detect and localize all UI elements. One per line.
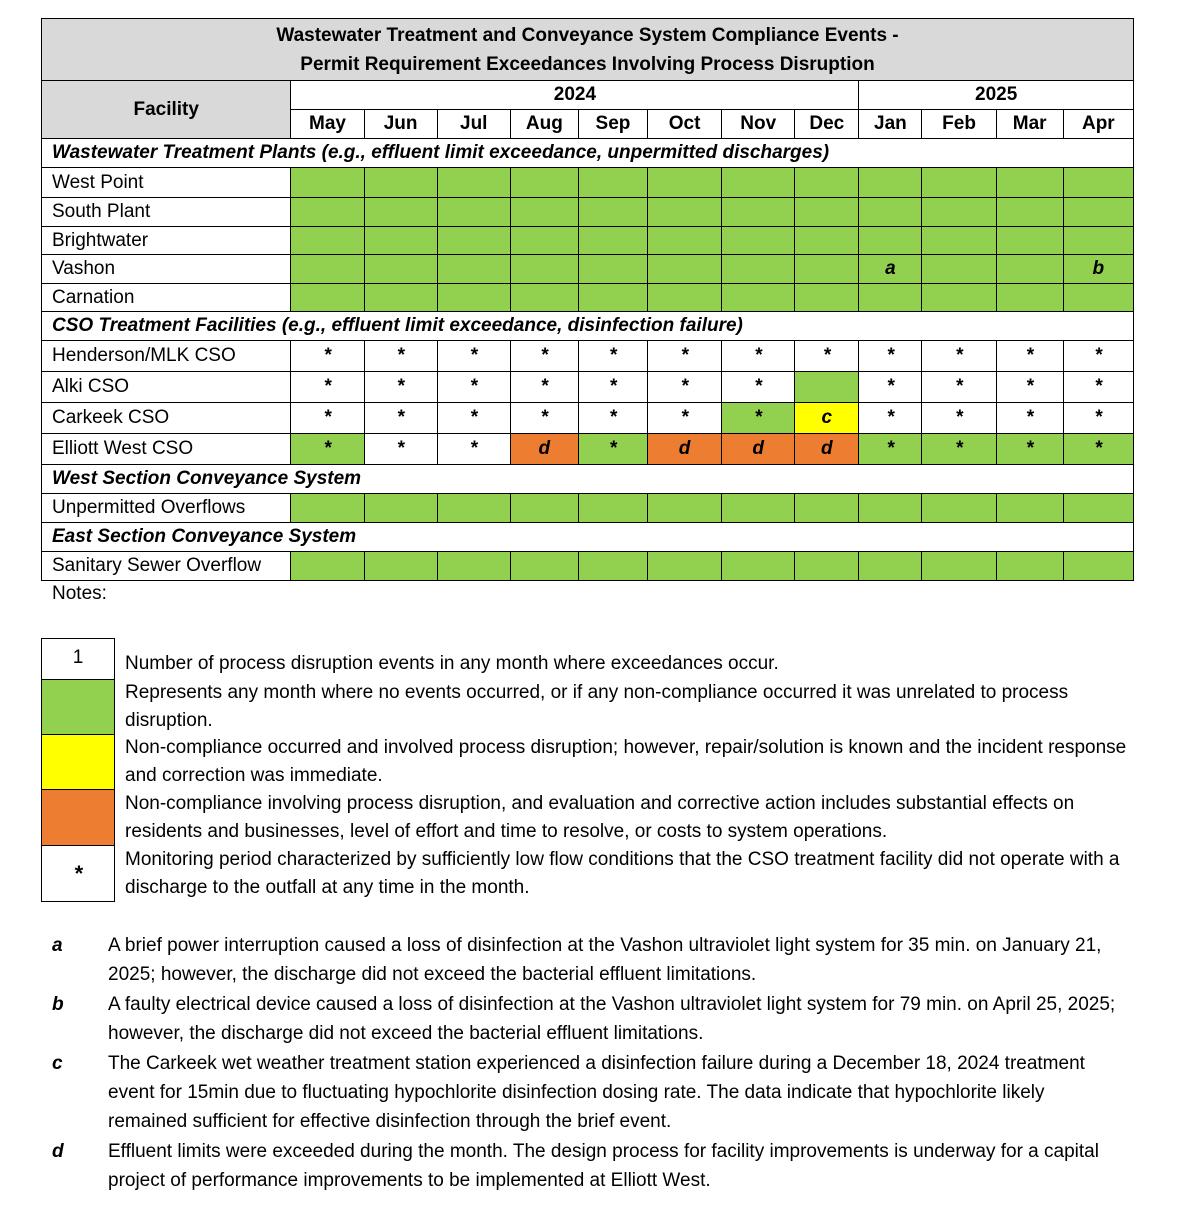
status-cell xyxy=(510,168,578,198)
status-cell xyxy=(922,552,996,581)
status-cell xyxy=(795,227,859,255)
month-header-aug: Aug xyxy=(510,110,578,139)
status-cell xyxy=(795,255,859,284)
status-cell xyxy=(364,284,437,312)
status-cell: * xyxy=(859,372,922,403)
status-cell: * xyxy=(291,372,364,403)
status-cell xyxy=(578,494,647,523)
status-cell: * xyxy=(648,341,722,372)
table-row xyxy=(42,284,1134,312)
month-header-mar: Mar xyxy=(996,110,1063,139)
status-cell: * xyxy=(722,372,795,403)
status-cell xyxy=(578,284,647,312)
status-cell xyxy=(996,552,1063,581)
legend-text: Non-compliance involving process disruption, and evaluation and corrective action includes substantial effects on residents and businesses, level of effort and time to resolve, or costs to system operations. xyxy=(125,793,1075,842)
status-cell: * xyxy=(648,403,722,434)
footnote-text: Effluent limits were exceeded during the month. The design process for facility improvements is underway for a capital project of performance improvements to be implemented at Elliott West. xyxy=(108,1141,1099,1191)
status-cell xyxy=(437,494,510,523)
status-cell: * xyxy=(859,341,922,372)
footnote-key: d xyxy=(52,1141,64,1162)
facility-name: West Point xyxy=(42,168,291,198)
section-header-row xyxy=(42,523,1134,552)
year-header-row xyxy=(42,81,1134,110)
status-cell: d xyxy=(722,434,795,465)
status-cell: * xyxy=(510,341,578,372)
title-line-2: Permit Requirement Exceedances Involving Process Disruption xyxy=(300,53,875,75)
status-cell xyxy=(795,372,859,403)
facility-header: Facility xyxy=(42,81,291,139)
status-cell xyxy=(648,168,722,198)
title-row xyxy=(42,19,1134,81)
table-row xyxy=(42,403,1134,434)
status-cell: * xyxy=(996,372,1063,403)
status-cell xyxy=(922,494,996,523)
status-cell xyxy=(364,494,437,523)
status-cell: d xyxy=(648,434,722,465)
section-label: West Section Conveyance System xyxy=(42,465,1134,494)
status-cell: * xyxy=(437,372,510,403)
status-cell xyxy=(1063,227,1133,255)
month-header-nov: Nov xyxy=(722,110,795,139)
status-cell: * xyxy=(996,403,1063,434)
status-cell xyxy=(291,494,364,523)
section-label: Wastewater Treatment Plants (e.g., effluent limit exceedance, unpermitted discharges) xyxy=(42,139,1134,168)
status-cell xyxy=(578,198,647,227)
status-cell: * xyxy=(291,434,364,465)
status-cell: * xyxy=(291,341,364,372)
status-cell xyxy=(722,255,795,284)
status-cell xyxy=(648,284,722,312)
status-cell xyxy=(922,255,996,284)
status-cell xyxy=(922,284,996,312)
status-cell: * xyxy=(922,403,996,434)
legend-swatch xyxy=(41,734,115,790)
status-cell: * xyxy=(578,372,647,403)
legend-swatch: * xyxy=(41,845,115,902)
status-cell xyxy=(648,198,722,227)
status-cell: * xyxy=(510,403,578,434)
status-cell xyxy=(996,168,1063,198)
table-body xyxy=(42,19,1134,581)
status-cell xyxy=(795,198,859,227)
title-line-1: Wastewater Treatment and Conveyance System Compliance Events - xyxy=(276,24,899,46)
status-cell: b xyxy=(1063,255,1133,284)
status-cell xyxy=(437,284,510,312)
compliance-table xyxy=(41,18,1134,581)
status-cell xyxy=(1063,168,1133,198)
status-cell: * xyxy=(510,372,578,403)
status-cell xyxy=(291,227,364,255)
facility-name: Sanitary Sewer Overflow xyxy=(42,552,291,581)
month-header-jun: Jun xyxy=(364,110,437,139)
status-cell: * xyxy=(578,341,647,372)
status-cell xyxy=(510,255,578,284)
footnote-key: a xyxy=(52,935,63,956)
status-cell xyxy=(859,552,922,581)
footnote-text: A brief power interruption caused a loss of disinfection at the Vashon ultraviolet light system for 35 min. on January 21, 2025; however, the discharge did not exceed the bacterial effluent limitations. xyxy=(108,935,1102,985)
table-row xyxy=(42,168,1134,198)
facility-name: Carkeek CSO xyxy=(42,403,291,434)
status-cell xyxy=(578,552,647,581)
status-cell: * xyxy=(922,341,996,372)
status-cell: * xyxy=(578,434,647,465)
section-header-row xyxy=(42,139,1134,168)
status-cell: * xyxy=(722,403,795,434)
status-cell xyxy=(1063,198,1133,227)
legend-swatch xyxy=(41,789,115,846)
status-cell: * xyxy=(996,434,1063,465)
status-cell xyxy=(996,284,1063,312)
section-label: CSO Treatment Facilities (e.g., effluent limit exceedance, disinfection failure) xyxy=(42,312,1134,341)
legend-text: Represents any month where no events occurred, or if any non-compliance occurred it was unrelated to process disruption. xyxy=(125,682,1069,731)
status-cell xyxy=(648,255,722,284)
table-row xyxy=(42,341,1134,372)
status-cell xyxy=(648,494,722,523)
status-cell xyxy=(996,255,1063,284)
status-cell xyxy=(722,284,795,312)
table-row xyxy=(42,255,1134,284)
status-cell xyxy=(1063,284,1133,312)
status-cell xyxy=(922,168,996,198)
legend-text: Non-compliance occurred and involved process disruption; however, repair/solution is known and the incident response and correction was immediate. xyxy=(125,737,1127,786)
month-header-may: May xyxy=(291,110,364,139)
status-cell: * xyxy=(578,403,647,434)
section-header-row xyxy=(42,312,1134,341)
status-cell: * xyxy=(1063,434,1133,465)
status-cell xyxy=(437,552,510,581)
status-cell xyxy=(722,227,795,255)
status-cell xyxy=(859,198,922,227)
year-2025-header: 2025 xyxy=(859,81,1134,110)
table-title xyxy=(42,19,1134,81)
status-cell xyxy=(510,198,578,227)
status-cell xyxy=(722,168,795,198)
status-cell: * xyxy=(922,434,996,465)
status-cell xyxy=(437,168,510,198)
status-cell xyxy=(996,227,1063,255)
status-cell: * xyxy=(437,434,510,465)
legend-text: Monitoring period characterized by sufficiently low flow conditions that the CSO treatment facility did not operate with a discharge to the outfall at any time in the month. xyxy=(125,849,1120,898)
status-cell xyxy=(1063,494,1133,523)
status-cell: * xyxy=(437,403,510,434)
status-cell xyxy=(795,284,859,312)
legend-swatch: 1 xyxy=(41,638,115,680)
status-cell xyxy=(859,227,922,255)
status-cell xyxy=(859,494,922,523)
footnote-key: c xyxy=(52,1053,63,1074)
status-cell xyxy=(510,552,578,581)
month-header-apr: Apr xyxy=(1063,110,1133,139)
status-cell xyxy=(996,494,1063,523)
status-cell: c xyxy=(795,403,859,434)
status-cell xyxy=(510,494,578,523)
facility-name: Unpermitted Overflows xyxy=(42,494,291,523)
month-header-feb: Feb xyxy=(922,110,996,139)
status-cell: * xyxy=(1063,403,1133,434)
table-row xyxy=(42,494,1134,523)
legend-swatch xyxy=(41,679,115,735)
status-cell: * xyxy=(996,341,1063,372)
month-header-oct: Oct xyxy=(648,110,722,139)
status-cell xyxy=(1063,552,1133,581)
status-cell: * xyxy=(859,434,922,465)
status-cell xyxy=(859,168,922,198)
status-cell xyxy=(722,494,795,523)
notes-label: Notes: xyxy=(52,583,107,604)
table-row xyxy=(42,198,1134,227)
month-header-jul: Jul xyxy=(437,110,510,139)
status-cell xyxy=(578,255,647,284)
table-row xyxy=(42,372,1134,403)
status-cell: * xyxy=(1063,341,1133,372)
facility-name: Alki CSO xyxy=(42,372,291,403)
facility-name: Carnation xyxy=(42,284,291,312)
status-cell xyxy=(996,198,1063,227)
facility-name: South Plant xyxy=(42,198,291,227)
status-cell xyxy=(510,227,578,255)
facility-name: Brightwater xyxy=(42,227,291,255)
table-row xyxy=(42,227,1134,255)
status-cell: * xyxy=(859,403,922,434)
year-2024-header: 2024 xyxy=(291,81,859,110)
status-cell xyxy=(364,255,437,284)
status-cell: d xyxy=(795,434,859,465)
section-label: East Section Conveyance System xyxy=(42,523,1134,552)
facility-name: Elliott West CSO xyxy=(42,434,291,465)
month-header-dec: Dec xyxy=(795,110,859,139)
facility-name: Henderson/MLK CSO xyxy=(42,341,291,372)
status-cell: d xyxy=(510,434,578,465)
status-cell: * xyxy=(922,372,996,403)
status-cell xyxy=(437,255,510,284)
footnote-text: A faulty electrical device caused a loss of disinfection at the Vashon ultraviolet light system for 79 min. on April 25, 2025; however, the discharge did not exceed the bacterial effluent limitations. xyxy=(108,994,1116,1044)
status-cell xyxy=(722,552,795,581)
status-cell: * xyxy=(437,341,510,372)
status-cell xyxy=(648,227,722,255)
status-cell xyxy=(291,168,364,198)
status-cell: * xyxy=(364,372,437,403)
status-cell xyxy=(291,552,364,581)
status-cell xyxy=(291,255,364,284)
facility-name: Vashon xyxy=(42,255,291,284)
footnote-text: The Carkeek wet weather treatment station experienced a disinfection failure during a December 18, 2024 treatment event for 15min due to fluctuating hypochlorite disinfection dosing rate. The data indicate that hypochlorite likely remained sufficient for effective disinfection through the brief event. xyxy=(108,1053,1085,1132)
month-header-jan: Jan xyxy=(859,110,922,139)
table-row xyxy=(42,434,1134,465)
status-cell xyxy=(291,284,364,312)
status-cell xyxy=(364,552,437,581)
status-cell xyxy=(922,198,996,227)
month-header-sep: Sep xyxy=(578,110,647,139)
status-cell xyxy=(795,552,859,581)
status-cell xyxy=(922,227,996,255)
status-cell xyxy=(578,168,647,198)
status-cell xyxy=(364,168,437,198)
status-cell: * xyxy=(364,434,437,465)
status-cell: * xyxy=(648,372,722,403)
status-cell: * xyxy=(364,403,437,434)
table-row xyxy=(42,552,1134,581)
status-cell xyxy=(859,284,922,312)
status-cell: a xyxy=(859,255,922,284)
status-cell xyxy=(437,198,510,227)
status-cell xyxy=(578,227,647,255)
status-cell xyxy=(364,198,437,227)
status-cell xyxy=(795,494,859,523)
status-cell: * xyxy=(1063,372,1133,403)
status-cell: * xyxy=(364,341,437,372)
status-cell xyxy=(795,168,859,198)
legend-text: Number of process disruption events in any month where exceedances occur. xyxy=(125,653,779,674)
status-cell xyxy=(722,198,795,227)
status-cell xyxy=(364,227,437,255)
status-cell xyxy=(437,227,510,255)
section-header-row xyxy=(42,465,1134,494)
status-cell xyxy=(291,198,364,227)
footnote-key: b xyxy=(52,994,64,1015)
status-cell: * xyxy=(291,403,364,434)
status-cell: * xyxy=(722,341,795,372)
status-cell xyxy=(510,284,578,312)
status-cell: * xyxy=(795,341,859,372)
status-cell xyxy=(648,552,722,581)
